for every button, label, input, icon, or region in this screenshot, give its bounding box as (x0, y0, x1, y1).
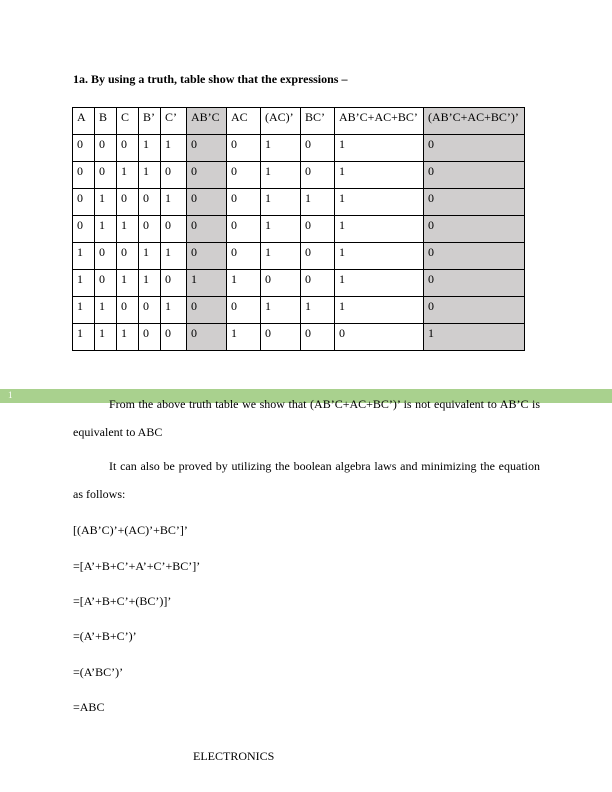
table-cell: 0 (187, 189, 227, 216)
table-cell: 0 (117, 135, 139, 162)
table-row (73, 162, 525, 189)
table-cell: 1 (161, 189, 187, 216)
table-header-cell: C’ (161, 108, 187, 135)
table-row (73, 243, 525, 270)
equation-line: =[A’+B+C’+A’+C’+BC’]’ (73, 559, 201, 573)
table-cell: 0 (261, 324, 301, 351)
table-cell: 0 (227, 135, 261, 162)
table-cell: 0 (187, 216, 227, 243)
table-cell: 0 (301, 135, 335, 162)
table-cell: 1 (335, 189, 424, 216)
table-cell: 1 (187, 270, 227, 297)
table-cell: 0 (139, 216, 161, 243)
table-cell: 1 (117, 270, 139, 297)
table-cell: 1 (227, 270, 261, 297)
table-cell: 0 (95, 135, 117, 162)
table-header-cell: (AC)’ (261, 108, 301, 135)
table-cell: 1 (95, 324, 117, 351)
table-cell: 1 (95, 297, 117, 324)
table-cell: 1 (139, 243, 161, 270)
table-cell: 1 (117, 216, 139, 243)
table-cell: 1 (261, 216, 301, 243)
table-cell: 0 (95, 270, 117, 297)
page-footer: ELECTRONICS (193, 749, 275, 763)
table-cell: 0 (95, 243, 117, 270)
table-cell: 1 (95, 189, 117, 216)
table-header-row (73, 108, 525, 135)
table-cell: 1 (335, 216, 424, 243)
table-cell: 0 (424, 162, 525, 189)
table-cell: 0 (73, 216, 95, 243)
table-cell: 1 (161, 243, 187, 270)
table-cell: 0 (139, 297, 161, 324)
table-cell: 0 (424, 270, 525, 297)
paragraph-conclusion: From the above truth table we show that (AB’C+AC+BC’)’ is not equivalent to AB’C is equivalent to ABC (73, 397, 540, 439)
table-cell: 0 (424, 189, 525, 216)
table-header-cell: C (117, 108, 139, 135)
table-cell: 0 (227, 243, 261, 270)
line-number: 1 (8, 390, 13, 400)
table-cell: 1 (301, 189, 335, 216)
table-cell: 0 (117, 243, 139, 270)
table-cell: 0 (161, 216, 187, 243)
table-cell: 1 (227, 324, 261, 351)
table-cell: 0 (424, 297, 525, 324)
table-cell: 1 (161, 297, 187, 324)
table-cell: 0 (301, 216, 335, 243)
table-row (73, 216, 525, 243)
table-header-cell: B (95, 108, 117, 135)
table-cell: 1 (261, 162, 301, 189)
table-row (73, 189, 525, 216)
table-cell: 0 (117, 297, 139, 324)
equation-line: =(A’+B+C’)’ (73, 629, 137, 643)
table-cell: 0 (301, 324, 335, 351)
table-cell: 1 (335, 243, 424, 270)
table-cell: 0 (424, 135, 525, 162)
table-cell: 1 (117, 162, 139, 189)
table-cell: 0 (161, 324, 187, 351)
table-cell: 0 (161, 270, 187, 297)
table-header-cell: AC (227, 108, 261, 135)
table-cell: 0 (187, 324, 227, 351)
table-cell: 1 (139, 135, 161, 162)
table-cell: 0 (139, 189, 161, 216)
table-header-cell: AB’C+AC+BC’ (335, 108, 424, 135)
equation-line: =(A’BC’)’ (73, 665, 124, 679)
table-cell: 0 (261, 270, 301, 297)
table-cell: 1 (73, 324, 95, 351)
table-cell: 1 (335, 135, 424, 162)
paragraph-proof-intro: It can also be proved by utilizing the boolean algebra laws and minimizing the equation as follows: (73, 459, 540, 501)
table-cell: 0 (424, 243, 525, 270)
table-cell: 1 (117, 324, 139, 351)
table-cell: 1 (335, 270, 424, 297)
table-row (73, 297, 525, 324)
truth-table (72, 107, 525, 351)
table-cell: 1 (73, 243, 95, 270)
table-cell: 1 (261, 243, 301, 270)
table-cell: 1 (424, 324, 525, 351)
table-cell: 0 (227, 216, 261, 243)
table-cell: 0 (227, 189, 261, 216)
section-heading: 1a. By using a truth, table show that the expressions – (73, 72, 348, 86)
table-header-cell: BC’ (301, 108, 335, 135)
table-cell: 0 (117, 189, 139, 216)
table-cell: 0 (301, 270, 335, 297)
table-row (73, 324, 525, 351)
table-header-cell: A (73, 108, 95, 135)
table-header-cell: (AB’C+AC+BC’)’ (424, 108, 525, 135)
table-cell: 0 (187, 162, 227, 189)
table-cell: 0 (187, 297, 227, 324)
equation-line: [(AB’C)’+(AC)’+BC’]’ (73, 523, 188, 537)
table-cell: 0 (227, 162, 261, 189)
table-cell: 1 (335, 297, 424, 324)
table-cell: 1 (161, 135, 187, 162)
equation-line: =ABC (73, 700, 105, 714)
table-cell: 0 (73, 162, 95, 189)
table-cell: 1 (261, 135, 301, 162)
table-cell: 0 (335, 324, 424, 351)
equation-line: =[A’+B+C’+(BC’)]’ (73, 594, 172, 608)
table-cell: 0 (161, 162, 187, 189)
table-header-cell: B’ (139, 108, 161, 135)
table-cell: 0 (95, 162, 117, 189)
table-cell: 1 (95, 216, 117, 243)
table-cell: 1 (301, 297, 335, 324)
table-cell: 0 (424, 216, 525, 243)
table-row (73, 135, 525, 162)
table-cell: 0 (301, 243, 335, 270)
table-cell: 0 (73, 135, 95, 162)
table-cell: 1 (335, 162, 424, 189)
table-cell: 1 (73, 270, 95, 297)
table-cell: 1 (261, 189, 301, 216)
table-row (73, 270, 525, 297)
table-cell: 1 (139, 270, 161, 297)
table-cell: 1 (73, 297, 95, 324)
table-cell: 0 (187, 135, 227, 162)
table-cell: 0 (301, 162, 335, 189)
table-cell: 1 (139, 162, 161, 189)
table-cell: 1 (261, 297, 301, 324)
table-cell: 0 (139, 324, 161, 351)
table-header-cell: AB’C (187, 108, 227, 135)
table-cell: 0 (187, 243, 227, 270)
table-cell: 0 (73, 189, 95, 216)
table-cell: 0 (227, 297, 261, 324)
